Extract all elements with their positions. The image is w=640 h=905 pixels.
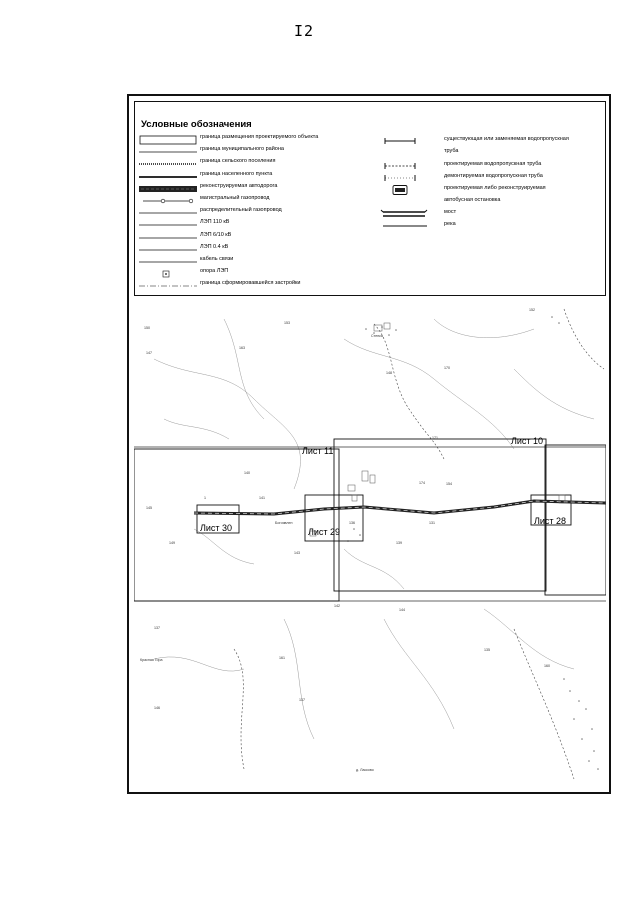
parcel-number: 137 <box>299 698 305 702</box>
legend-symbol-icon <box>139 181 197 191</box>
legend-item <box>139 254 233 264</box>
legend-item <box>139 266 228 276</box>
legend-symbol-icon <box>139 156 197 166</box>
parcel-number: 142 <box>334 604 340 608</box>
legend-item <box>139 205 282 215</box>
legend-item <box>383 182 546 203</box>
legend-symbol-icon <box>383 158 441 168</box>
parcel-number: 141 <box>259 496 265 500</box>
legend-symbol-icon <box>139 278 197 288</box>
parcel-number: 147 <box>146 351 152 355</box>
legend-item <box>139 144 284 154</box>
legend-symbol-icon <box>139 132 197 142</box>
parcel-number: 174 <box>419 481 425 485</box>
parcel-number: 160 <box>544 664 550 668</box>
legend-item-label <box>444 158 541 170</box>
parcel-number: 163 <box>239 346 245 350</box>
legend-item-label: граница населенного пункта <box>200 170 273 177</box>
sheet-label-30: Лист 30 <box>200 523 233 533</box>
legend-symbol-icon <box>139 254 197 264</box>
legend-item <box>139 193 269 203</box>
legend-item <box>139 230 231 240</box>
parcel-number: 149 <box>169 541 175 545</box>
legend-item-line: труба <box>444 148 459 154</box>
parcel-number: 161 <box>279 656 285 660</box>
legend-item <box>383 218 456 228</box>
legend-symbol-icon <box>139 144 197 154</box>
legend-symbol-icon <box>139 169 197 179</box>
legend-item-label: граница размещения проектируемого объекта <box>200 134 319 140</box>
legend-symbol-icon <box>383 182 441 192</box>
legend-item <box>139 181 277 191</box>
legend-item-label: ЛЭП 6/10 кВ <box>200 231 232 238</box>
parcel-number: 154 <box>446 482 452 486</box>
sheet-label-11: Лист 11 <box>302 446 334 456</box>
legend-symbol-icon <box>139 205 197 215</box>
legend-item <box>139 242 228 252</box>
legend-item-label: граница сформировавшейся застройки <box>200 280 301 287</box>
parcel-number: 148 <box>386 371 392 375</box>
sheet-label-10: Лист 10 <box>511 436 544 446</box>
legend-item <box>383 133 569 154</box>
place-label: Красная Гора <box>140 658 163 662</box>
legend-item-label: распределительный газопровод <box>200 207 282 214</box>
legend-item-line: мост <box>444 209 457 215</box>
legend-symbol-icon <box>383 206 441 216</box>
parcel-number: 131 <box>429 521 435 525</box>
legend-item-line: река <box>444 221 456 227</box>
legend-panel <box>134 101 606 296</box>
legend-item <box>139 278 301 288</box>
legend-item-label <box>444 170 543 182</box>
parcel-number: 144 <box>399 608 405 612</box>
legend-item-label: опора ЛЭП <box>200 268 229 275</box>
map-area <box>134 299 606 791</box>
legend-symbol-icon <box>139 217 197 227</box>
parcel-number: 170 <box>444 366 450 370</box>
legend-item-label <box>444 206 456 218</box>
legend-item-line: существующая или заменяемая водопропускная <box>444 136 569 142</box>
legend-symbol-icon <box>383 218 441 228</box>
parcel-number: 139 <box>396 541 402 545</box>
page-number: I2 <box>293 22 315 40</box>
place-label: Стенка <box>371 334 383 338</box>
legend-item <box>383 170 543 180</box>
legend-title: Условные обозначения <box>141 119 252 130</box>
parcel-number: 146 <box>154 706 160 710</box>
legend-item <box>383 158 541 168</box>
legend-item-label: кабель связи <box>200 256 234 262</box>
parcel-number: 171 <box>432 436 438 440</box>
legend-item-label: граница муниципального района <box>200 146 284 153</box>
parcel-number: 140 <box>244 471 250 475</box>
legend-item-label <box>444 218 456 230</box>
legend-item-line: демонтируемая водопропускная труба <box>444 173 543 179</box>
parcel-number: 137 <box>154 626 160 630</box>
legend-item <box>139 132 318 142</box>
map-sheet <box>127 94 611 794</box>
parcel-number: 1 <box>204 496 206 500</box>
sheet-label-28: Лист 28 <box>534 516 567 526</box>
legend-symbol-icon <box>383 170 441 180</box>
legend-item-label: граница сельского поселения <box>200 158 276 165</box>
legend-symbol-icon <box>139 193 197 203</box>
parcel-number: 135 <box>484 648 490 652</box>
parcel-number: 145 <box>146 506 152 510</box>
legend-item-label: ЛЭП 0.4 кВ <box>200 243 229 250</box>
parcel-number: 152 <box>529 308 535 312</box>
legend-item-label <box>444 133 569 157</box>
legend-symbol-icon <box>139 230 197 240</box>
legend-item-line: автобусная остановка <box>444 197 501 203</box>
parcel-number: 150 <box>144 326 150 330</box>
legend-item-label <box>444 182 546 206</box>
parcel-number: 153 <box>284 321 290 325</box>
legend-item-label: магистральный газопровод <box>200 195 270 201</box>
legend-item-label: реконструируемая автодорога <box>200 182 278 189</box>
parcel-number: 143 <box>294 551 300 555</box>
legend-symbol-icon <box>139 266 197 276</box>
legend-symbol-icon <box>139 242 197 252</box>
legend-item <box>139 217 229 227</box>
legend-item-line: проектируемая либо реконструируемая <box>444 185 546 191</box>
legend-symbol-icon <box>383 133 441 143</box>
legend-item-line: проектируемая водопропускная труба <box>444 161 542 167</box>
legend-item <box>139 169 272 179</box>
sheet-label-29: Лист 29 <box>308 527 341 537</box>
legend-item <box>139 156 275 166</box>
legend-item <box>383 206 456 216</box>
parcel-number: 136 <box>349 521 355 525</box>
place-label: д. Ласково <box>356 768 374 772</box>
place-label: Богоявлен <box>275 521 293 525</box>
legend-item-label: ЛЭП 110 кВ <box>200 219 230 226</box>
